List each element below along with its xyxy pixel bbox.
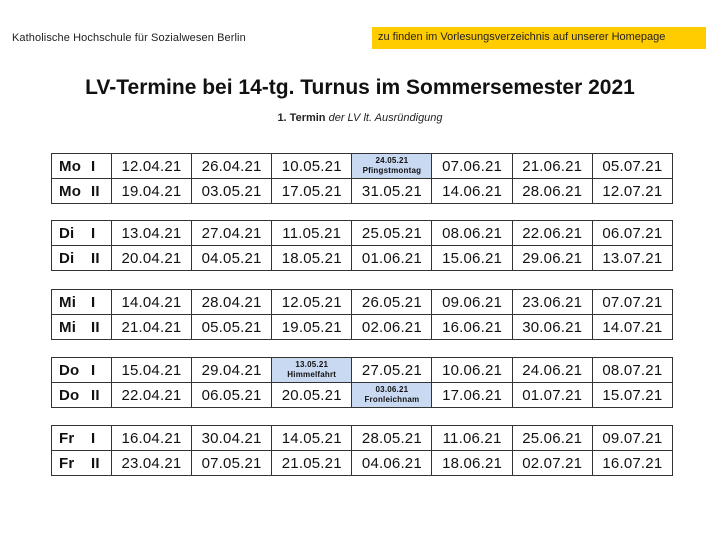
weekday-label: Do [59, 386, 80, 404]
date-cell: 15.06.21 [431, 246, 511, 270]
date-cell: 22.04.21 [111, 383, 191, 407]
date-cell: 04.05.21 [191, 246, 271, 270]
date-cell: 28.06.21 [512, 179, 592, 203]
date-cell: 14.06.21 [431, 179, 511, 203]
date-cell: 12.07.21 [592, 179, 672, 203]
date-cell: 09.06.21 [431, 290, 511, 314]
date-cell: 19.05.21 [271, 315, 351, 339]
date-cell: 22.06.21 [512, 221, 592, 245]
date-cell: 21.05.21 [271, 451, 351, 475]
date-cell: 28.05.21 [351, 426, 431, 450]
holiday-date: 03.06.21 [375, 385, 409, 394]
schedule-block [51, 289, 673, 340]
weekday-label: Mi [59, 293, 77, 311]
holiday-name: Fronleichnam [364, 395, 420, 404]
schedule-block [51, 153, 673, 204]
holiday-cell [351, 154, 431, 178]
date-cell: 14.04.21 [111, 290, 191, 314]
date-cell: 16.07.21 [592, 451, 672, 475]
table-row [52, 290, 672, 314]
date-cell: 24.06.21 [512, 358, 592, 382]
date-cell: 14.07.21 [592, 315, 672, 339]
date-cell: 14.05.21 [271, 426, 351, 450]
table-row [52, 178, 672, 203]
date-cell: 05.05.21 [191, 315, 271, 339]
date-cell: 11.05.21 [271, 221, 351, 245]
date-cell: 29.06.21 [512, 246, 592, 270]
date-cell: 15.07.21 [592, 383, 672, 407]
turn-label: II [91, 386, 100, 404]
date-cell: 07.06.21 [431, 154, 511, 178]
date-cell: 30.06.21 [512, 315, 592, 339]
table-row [52, 221, 672, 245]
turn-label: II [91, 454, 100, 472]
weekday-label: Di [59, 224, 75, 242]
row-label [52, 154, 111, 178]
date-cell: 20.04.21 [111, 246, 191, 270]
date-cell: 10.06.21 [431, 358, 511, 382]
date-cell: 18.06.21 [431, 451, 511, 475]
date-cell: 21.04.21 [111, 315, 191, 339]
row-label [52, 426, 111, 450]
holiday-date: 24.05.21 [375, 156, 409, 165]
row-label [52, 358, 111, 382]
weekday-label: Mi [59, 318, 77, 336]
date-cell: 19.04.21 [111, 179, 191, 203]
holiday-cell [351, 383, 431, 407]
date-cell: 12.04.21 [111, 154, 191, 178]
turn-label: I [91, 157, 96, 175]
weekday-label: Fr [59, 429, 75, 447]
date-cell: 23.04.21 [111, 451, 191, 475]
row-label [52, 315, 111, 339]
date-cell: 01.06.21 [351, 246, 431, 270]
turn-label: I [91, 429, 96, 447]
turn-label: II [91, 249, 100, 267]
turn-label: II [91, 182, 100, 200]
subtitle-rest: der LV lt. Ausründigung [325, 112, 443, 124]
turn-label: I [91, 293, 96, 311]
schedule-block [51, 425, 673, 476]
row-label [52, 221, 111, 245]
date-cell: 06.07.21 [592, 221, 672, 245]
schedule-block [51, 357, 673, 408]
turn-label: II [91, 318, 100, 336]
date-cell: 03.05.21 [191, 179, 271, 203]
weekday-label: Mo [59, 157, 82, 175]
row-label [52, 290, 111, 314]
table-row [52, 314, 672, 339]
date-cell: 13.07.21 [592, 246, 672, 270]
date-cell: 16.04.21 [111, 426, 191, 450]
row-label [52, 179, 111, 203]
date-cell: 16.06.21 [431, 315, 511, 339]
date-cell: 27.05.21 [351, 358, 431, 382]
page-subtitle [0, 112, 720, 124]
institution-name: Katholische Hochschule für Sozialwesen Berlin [12, 32, 246, 44]
weekday-label: Mo [59, 182, 82, 200]
date-cell: 18.05.21 [271, 246, 351, 270]
date-cell: 27.04.21 [191, 221, 271, 245]
date-cell: 06.05.21 [191, 383, 271, 407]
row-label [52, 383, 111, 407]
date-cell: 02.06.21 [351, 315, 431, 339]
table-row [52, 358, 672, 382]
date-cell: 07.07.21 [592, 290, 672, 314]
date-cell: 28.04.21 [191, 290, 271, 314]
turn-label: I [91, 224, 96, 242]
date-cell: 10.05.21 [271, 154, 351, 178]
holiday-cell [271, 358, 351, 382]
date-cell: 08.07.21 [592, 358, 672, 382]
weekday-label: Do [59, 361, 80, 379]
table-row [52, 245, 672, 270]
date-cell: 26.05.21 [351, 290, 431, 314]
date-cell: 26.04.21 [191, 154, 271, 178]
date-cell: 25.06.21 [512, 426, 592, 450]
date-cell: 01.07.21 [512, 383, 592, 407]
date-cell: 12.05.21 [271, 290, 351, 314]
weekday-label: Fr [59, 454, 75, 472]
subtitle-bold: 1. Termin [277, 112, 326, 124]
table-row [52, 450, 672, 475]
holiday-name: Himmelfahrt [287, 370, 337, 379]
weekday-label: Di [59, 249, 75, 267]
date-cell: 21.06.21 [512, 154, 592, 178]
date-cell: 31.05.21 [351, 179, 431, 203]
date-cell: 08.06.21 [431, 221, 511, 245]
holiday-name: Pfingstmontag [362, 166, 422, 175]
table-row [52, 154, 672, 178]
date-cell: 29.04.21 [191, 358, 271, 382]
table-row [52, 382, 672, 407]
schedule-block [51, 220, 673, 271]
date-cell: 23.06.21 [512, 290, 592, 314]
date-cell: 13.04.21 [111, 221, 191, 245]
date-cell: 25.05.21 [351, 221, 431, 245]
holiday-date: 13.05.21 [295, 360, 329, 369]
date-cell: 15.04.21 [111, 358, 191, 382]
page-title: LV-Termine bei 14-tg. Turnus im Sommersemester 2021 [85, 76, 635, 99]
date-cell: 20.05.21 [271, 383, 351, 407]
date-cell: 17.06.21 [431, 383, 511, 407]
date-cell: 09.07.21 [592, 426, 672, 450]
homepage-note: zu finden im Vorlesungsverzeichnis auf unserer Homepage [372, 27, 706, 49]
table-row [52, 426, 672, 450]
row-label [52, 451, 111, 475]
date-cell: 05.07.21 [592, 154, 672, 178]
date-cell: 17.05.21 [271, 179, 351, 203]
date-cell: 04.06.21 [351, 451, 431, 475]
turn-label: I [91, 361, 96, 379]
row-label [52, 246, 111, 270]
date-cell: 30.04.21 [191, 426, 271, 450]
date-cell: 02.07.21 [512, 451, 592, 475]
date-cell: 07.05.21 [191, 451, 271, 475]
date-cell: 11.06.21 [431, 426, 511, 450]
